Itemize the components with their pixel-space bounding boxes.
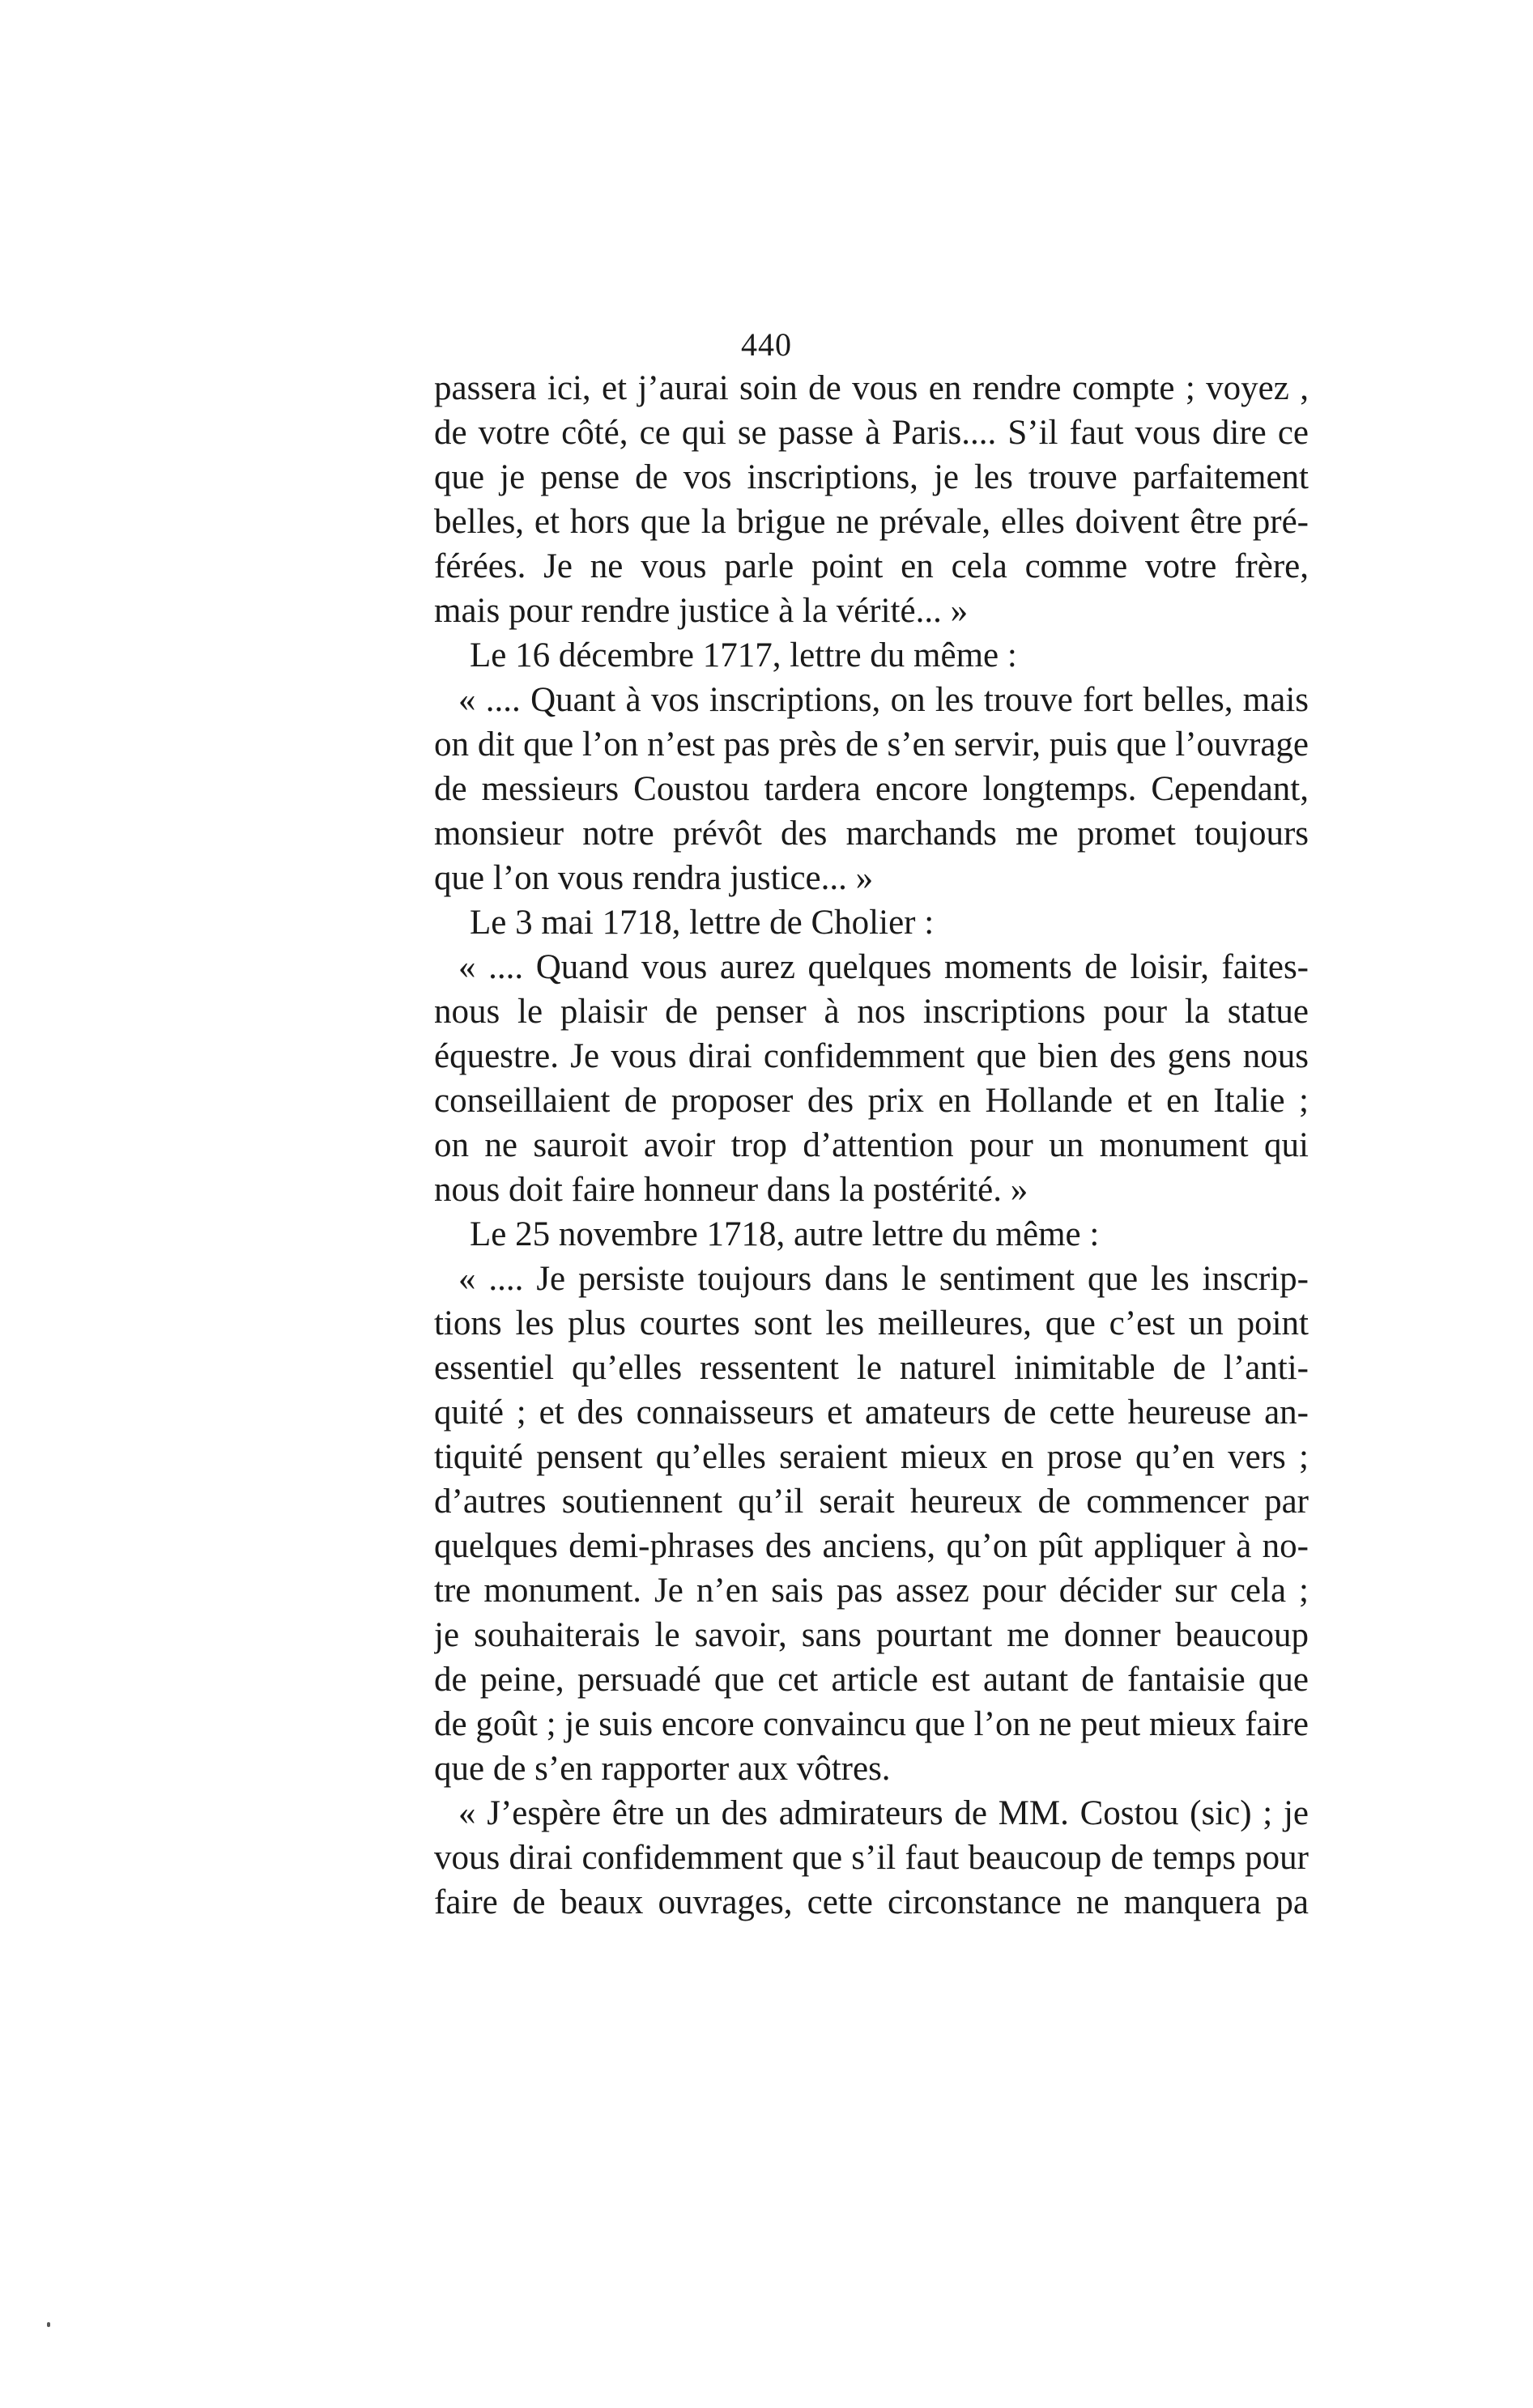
- text-line: passera ici, et j’aurai soin de vous en rendre compte ; voyez ,: [434, 369, 1309, 407]
- text-line: que de s’en rapporter aux vôtres.: [434, 1750, 891, 1788]
- text-line: férées. Je ne vous parle point en cela comme votre frère,: [434, 547, 1309, 585]
- text-line: Le 25 novembre 1718, autre lettre du même :: [470, 1215, 1100, 1253]
- text-line: quité ; et des connaisseurs et amateurs de cette heureuse an-: [434, 1393, 1309, 1432]
- text-line: mais pour rendre justice à la vérité... »: [434, 592, 969, 630]
- text-line: « .... Je persiste toujours dans le sentiment que les inscrip-: [458, 1260, 1309, 1298]
- body-text: [434, 366, 1309, 1925]
- page-number: 440: [741, 326, 792, 363]
- text-line: monsieur notre prévôt des marchands me promet toujours: [434, 815, 1309, 853]
- text-line: conseillaient de proposer des prix en Hollande et en Italie ;: [434, 1082, 1309, 1120]
- text-line: Le 16 décembre 1717, lettre du même :: [470, 636, 1017, 674]
- text-line: de votre côté, ce qui se passe à Paris.... S’il faut vous dire ce: [434, 414, 1309, 452]
- text-line: de peine, persuadé que cet article est autant de fantaisie que: [434, 1661, 1309, 1699]
- text-line: que l’on vous rendra justice... »: [434, 859, 874, 897]
- text-line: belles, et hors que la brigue ne prévale, elles doivent être pré-: [434, 503, 1309, 541]
- text-line: on ne sauroit avoir trop d’attention pour un monument qui: [434, 1126, 1309, 1164]
- text-line: faire de beaux ouvrages, cette circonstance ne manquera pa: [434, 1883, 1309, 1921]
- text-line: tiquité pensent qu’elles seraient mieux en prose qu’en vers ;: [434, 1438, 1309, 1476]
- text-line: de messieurs Coustou tardera encore longtemps. Cependant,: [434, 770, 1309, 808]
- text-line: nous le plaisir de penser à nos inscriptions pour la statue: [434, 993, 1309, 1031]
- text-line: quelques demi-phrases des anciens, qu’on pût appliquer à no-: [434, 1527, 1309, 1565]
- text-line: « .... Quand vous aurez quelques moments de loisir, faites-: [458, 948, 1309, 986]
- text-line: je souhaiterais le savoir, sans pourtant me donner beaucoup: [434, 1616, 1309, 1654]
- scan-speck: [47, 2322, 50, 2327]
- text-line: de goût ; je suis encore convaincu que l’on ne peut mieux faire: [434, 1705, 1309, 1743]
- text-line: tre monument. Je n’en sais pas assez pour décider sur cela ;: [434, 1572, 1309, 1610]
- text-line: d’autres soutiennent qu’il serait heureux de commencer par: [434, 1483, 1309, 1521]
- text-line: essentiel qu’elles ressentent le naturel inimitable de l’anti-: [434, 1349, 1309, 1387]
- text-line: on dit que l’on n’est pas près de s’en servir, puis que l’ouvrage: [434, 725, 1309, 764]
- text-line: Le 3 mai 1718, lettre de Cholier :: [470, 904, 935, 942]
- text-line: « J’espère être un des admirateurs de MM. Costou (sic) ; je: [458, 1794, 1309, 1832]
- text-line: que je pense de vos inscriptions, je les trouve parfaitement: [434, 458, 1309, 496]
- text-line: équestre. Je vous dirai confidemment que bien des gens nous: [434, 1037, 1309, 1075]
- text-line: nous doit faire honneur dans la postérité. »: [434, 1171, 1028, 1209]
- text-line: vous dirai confidemment que s’il faut beaucoup de temps pour: [434, 1839, 1309, 1877]
- text-line: tions les plus courtes sont les meilleures, que c’est un point: [434, 1304, 1309, 1342]
- text-line: « .... Quant à vos inscriptions, on les trouve fort belles, mais: [458, 681, 1309, 719]
